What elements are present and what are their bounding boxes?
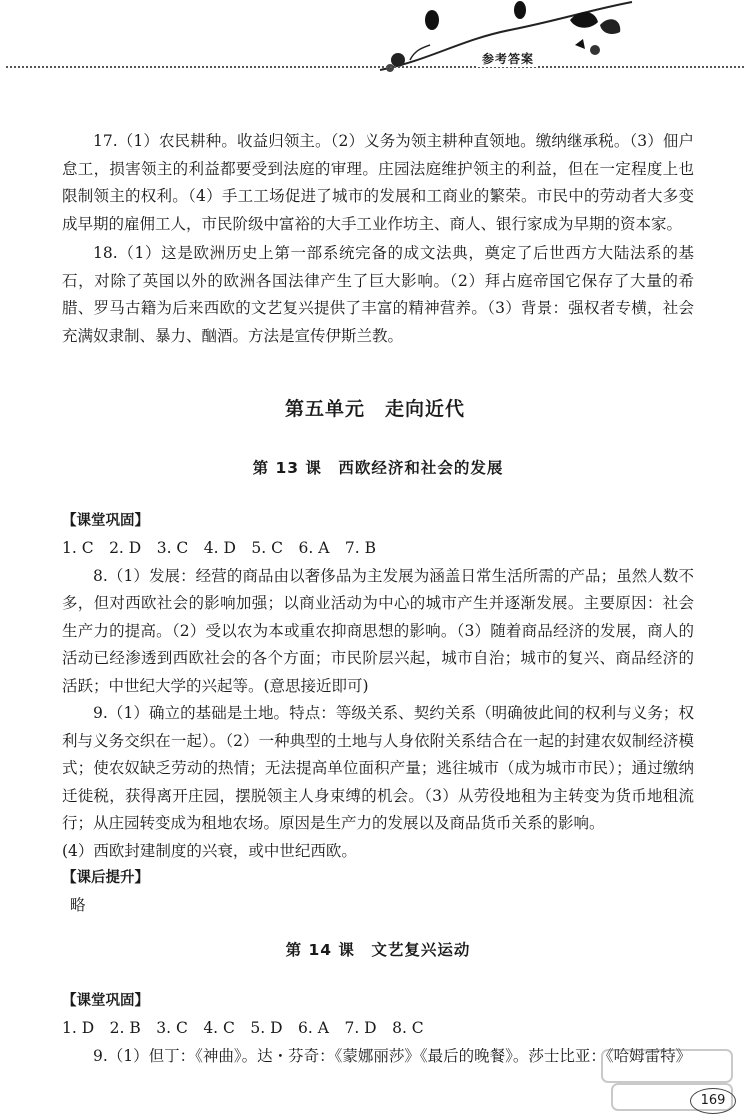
header-dotted-rule [6, 66, 744, 68]
lesson-13-answer-8: 8.（1）发展：经营的商品由以奢侈品为主发展为涵盖日常生活所需的产品；虽然人数不多，但对西欧社会的影响加强；以商业活动为中心的城市产生并逐渐发展。主要原因：社会生产力的提高。（2）受以农为本或重农抑商思想的影响。（3）随着商品经济的发展，商人的活动已经渗透到西欧社会的各个方面；市民阶层兴起，城市自治；城市的复兴、商品经济的活跃；中世纪大学的兴起等。(意思接近即可) [62, 566, 694, 695]
header-label: 参考答案 [478, 50, 538, 67]
lesson-13-answer-9: 9.（1）确立的基础是土地。特点：等级关系、契约关系（明确彼此间的权利与义务；权利与义务交织在一起）。（2）一种典型的土地与人身依附关系结合在一起的封建农奴制经济模式；使农奴缺乏劳动的热情；无法提高单位面积产量；逃往城市（成为城市市民）；通过缴纳迁徙税，获得离开庄园，摆脱领主人身束缚的机会。（3）从劳役地租为主转变为货币地租流行；从庄园转变成为租地农场。原因是生产力的发展以及商品货币关系的影响。 [62, 704, 694, 832]
answer-paragraph-17: 17.（1）农民耕种。收益归领主。（2）义务为领主耕种直领地。缴纳继承税。（3）佃户怠工，损害领主的利益都要受到法庭的审理。庄园法庭维护领主的利益，但在一定程度上也限制领主的权利。（4）手工工场促进了城市的发展和工商业的繁荣。市民中的劳动者大多变成早期的雇佣工人，市民阶级中富裕的大手工业作坊主、商人、银行家成为早期的资本家。 [62, 132, 694, 233]
lesson-13-section-after-class: 【课后提升】 [62, 870, 149, 886]
answers-block-top [62, 128, 694, 350]
unit-title: 第五单元 走向近代 [284, 398, 465, 420]
page-number: 169 [690, 1088, 736, 1114]
lesson-14-section-class-review: 【课堂巩固】 [62, 993, 149, 1009]
answer-paragraph-18: 18.（1）这是欧洲历史上第一部系统完备的成文法典，奠定了后世西方大陆法系的基石，对除了英国以外的欧洲各国法律产生了巨大影响。（2）拜占庭帝国它保存了大量的希腊、罗马古籍为后来西欧的文艺复兴提供了丰富的精神营养。（3）背景：强权者专横，社会充满奴隶制、暴力、酗酒。方法是宣传伊斯兰教。 [62, 244, 694, 345]
lesson-14-answer-9: 9.（1）但丁：《神曲》。达・芬奇：《蒙娜丽莎》《最后的晚餐》。莎士比亚：《哈姆雷特》 [93, 1046, 692, 1065]
floral-decoration [370, 0, 640, 82]
lesson-13-after-class-answer: 略 [70, 896, 86, 914]
lesson-14-choice-answers: 1. D 2. B 3. C 4. C 5. D 6. A 7. D 8. C [62, 1019, 424, 1037]
lesson-13-answer-9-4: (4）西欧封建制度的兴衰，或中世纪西欧。 [62, 841, 357, 860]
lesson-13-block [62, 456, 694, 920]
page-header [0, 0, 750, 80]
lesson-13-choice-answers: 1. C 2. D 3. C 4. D 5. C 6. A 7. B [62, 539, 377, 557]
lesson-14-title: 第 14 课 文艺复兴运动 [285, 941, 471, 959]
lesson-13-title: 第 13 课 西欧经济和社会的发展 [252, 459, 504, 477]
lesson-13-section-class-review: 【课堂巩固】 [62, 513, 149, 529]
